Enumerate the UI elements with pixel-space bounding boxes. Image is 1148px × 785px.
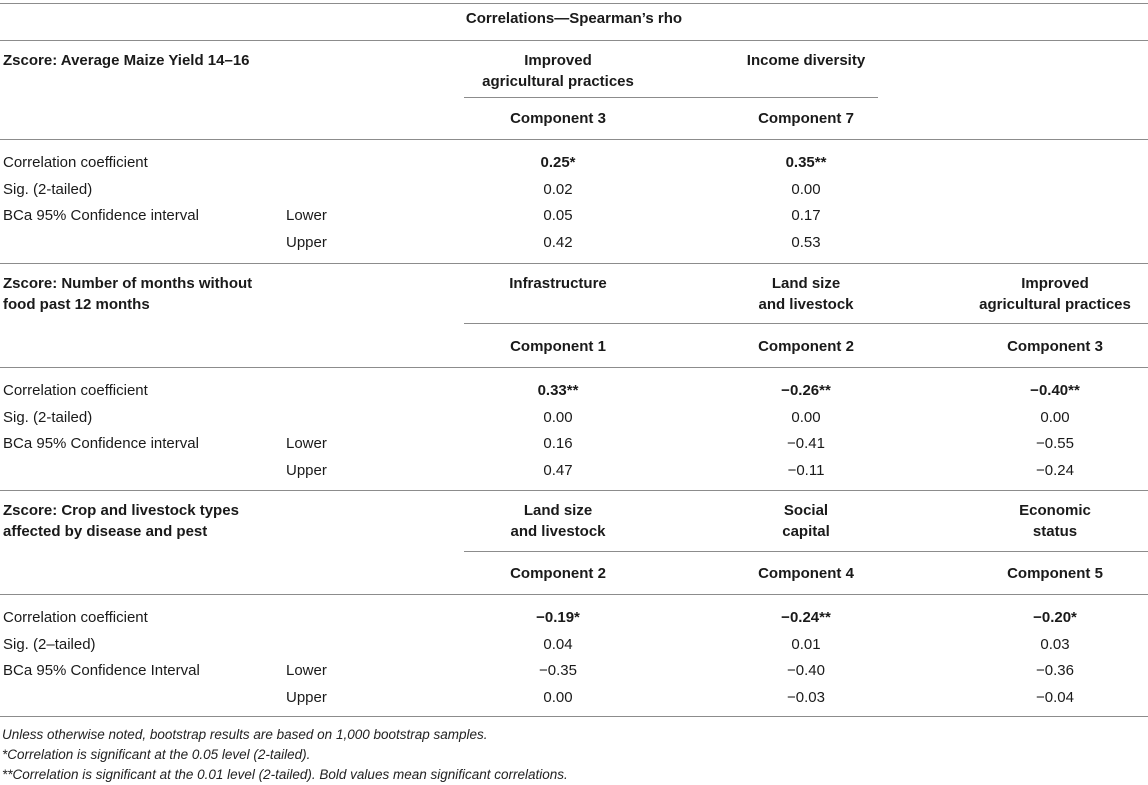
column-header: status	[1032, 523, 1078, 540]
row-sublabel: Upper	[286, 689, 327, 706]
row-label: Sig. (2-tailed)	[3, 409, 93, 426]
column-header: capital	[782, 523, 830, 540]
table-cell: 0.17	[791, 207, 821, 224]
table-cell: −0.55	[1036, 435, 1074, 452]
table-cell: 0.00	[543, 689, 573, 706]
column-header: and livestock	[758, 296, 854, 313]
table-cell: −0.24**	[781, 609, 831, 626]
column-group-rule	[464, 97, 878, 98]
component-header: Component 2	[510, 565, 606, 582]
column-header: Improved	[524, 52, 592, 69]
column-header: Infrastructure	[509, 275, 607, 292]
component-header: Component 2	[758, 338, 854, 355]
column-header: Land size	[523, 502, 593, 519]
row-label: Correlation coefficient	[3, 154, 148, 171]
section-rule	[0, 716, 1148, 717]
component-header: Component 5	[1007, 565, 1103, 582]
column-header: Social	[783, 502, 829, 519]
table-cell: 0.00	[791, 409, 821, 426]
table-cell: −0.20*	[1033, 609, 1077, 626]
table-cell: −0.04	[1036, 689, 1074, 706]
table-cell: −0.40**	[1030, 382, 1080, 399]
section-heading: food past 12 months	[3, 296, 150, 313]
row-sublabel: Upper	[286, 462, 327, 479]
row-label: Sig. (2-tailed)	[3, 181, 93, 198]
section-rule	[0, 263, 1148, 264]
table-cell: 0.02	[543, 181, 573, 198]
table-cell: −0.19*	[536, 609, 580, 626]
row-sublabel: Upper	[286, 234, 327, 251]
column-header: Land size	[771, 275, 841, 292]
component-header: Component 1	[510, 338, 606, 355]
table-cell: −0.11	[787, 462, 825, 479]
section-heading: Zscore: Number of months without	[3, 275, 253, 292]
section-rule	[0, 490, 1148, 491]
row-sublabel: Lower	[286, 435, 327, 452]
component-rule	[0, 367, 1148, 368]
table-cell: 0.47	[543, 462, 573, 479]
table-cell: 0.03	[1040, 636, 1070, 653]
column-header: and livestock	[510, 523, 606, 540]
row-label: BCa 95% Confidence Interval	[3, 662, 200, 679]
section-heading: Zscore: Crop and livestock types	[3, 502, 239, 519]
table-cell: 0.35**	[785, 154, 827, 171]
table-cell: 0.25*	[540, 154, 576, 171]
table-cell: −0.24	[1036, 462, 1074, 479]
table-cell: 0.00	[543, 409, 573, 426]
component-header: Component 4	[758, 565, 854, 582]
table-cell: −0.03	[787, 689, 825, 706]
table-cell: 0.04	[543, 636, 573, 653]
table-cell: −0.41	[787, 435, 825, 452]
component-rule	[0, 594, 1148, 595]
table-cell: −0.36	[1036, 662, 1074, 679]
table-cell: 0.00	[1040, 409, 1070, 426]
table-cell: 0.00	[791, 181, 821, 198]
row-label: BCa 95% Confidence interval	[3, 207, 199, 224]
component-header: Component 3	[1007, 338, 1103, 355]
title-rule	[0, 40, 1148, 41]
footnote: Unless otherwise noted, bootstrap results are based on 1,000 bootstrap samples.	[2, 727, 488, 742]
row-label: Sig. (2–tailed)	[3, 636, 96, 653]
table-cell: 0.42	[543, 234, 573, 251]
table-top-rule	[0, 3, 1148, 4]
table-cell: 0.05	[543, 207, 573, 224]
table-cell: −0.26**	[781, 382, 831, 399]
column-header: Income diversity	[746, 52, 866, 69]
section-heading: Zscore: Average Maize Yield 14–16	[3, 52, 250, 69]
table-cell: 0.01	[791, 636, 821, 653]
row-sublabel: Lower	[286, 207, 327, 224]
table-cell: 0.16	[543, 435, 573, 452]
table-cell: −0.40	[787, 662, 825, 679]
column-header: agricultural practices	[482, 73, 634, 90]
component-rule	[0, 139, 1148, 140]
column-header: Economic	[1019, 502, 1091, 519]
component-header: Component 3	[510, 110, 606, 127]
row-label: BCa 95% Confidence interval	[3, 435, 199, 452]
row-label: Correlation coefficient	[3, 609, 148, 626]
table-cell: 0.33**	[537, 382, 579, 399]
column-header: Improved	[1021, 275, 1089, 292]
footnote: **Correlation is significant at the 0.01 level (2-tailed). Bold values mean significant correlations.	[2, 767, 568, 782]
footnote: *Correlation is significant at the 0.05 level (2-tailed).	[2, 747, 311, 762]
column-header: agricultural practices	[979, 296, 1131, 313]
table-title: Correlations—Spearman’s rho	[465, 10, 683, 27]
row-label: Correlation coefficient	[3, 382, 148, 399]
column-group-rule	[464, 323, 1148, 324]
row-sublabel: Lower	[286, 662, 327, 679]
table-cell: −0.35	[539, 662, 577, 679]
column-group-rule	[464, 551, 1148, 552]
component-header: Component 7	[758, 110, 854, 127]
section-heading: affected by disease and pest	[3, 523, 208, 540]
table-cell: 0.53	[791, 234, 821, 251]
